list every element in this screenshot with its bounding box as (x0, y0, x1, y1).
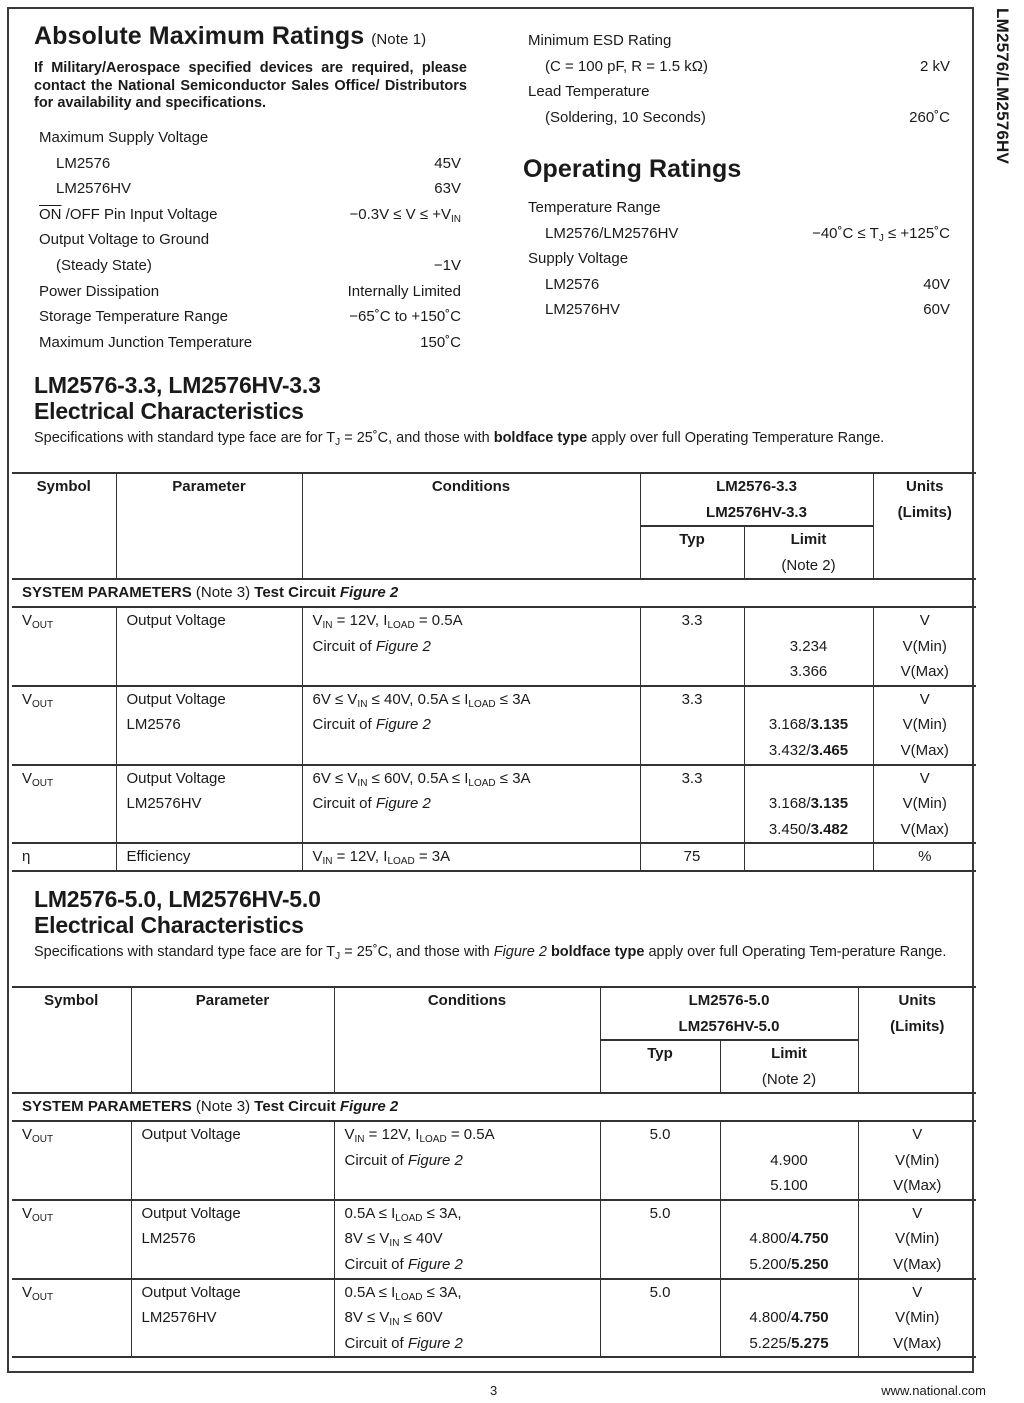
rating-label: Maximum Supply Voltage (39, 129, 209, 146)
cell-typ: 3.3 (640, 607, 744, 686)
rating-label: (C = 100 pF, R = 1.5 kΩ) (545, 57, 708, 75)
ec50-heading (34, 886, 321, 938)
cell-units: V V(Min) V(Max) (858, 1279, 976, 1358)
side-title (984, 8, 1024, 208)
cell-units: V V(Min) V(Max) (873, 765, 976, 844)
cell-parameter: Output Voltage (131, 1121, 334, 1200)
col-header-units: Units (Limits) (858, 987, 976, 1093)
electrical-characteristics-table (12, 986, 976, 1358)
rating-value: 45V (434, 154, 461, 172)
table-row (12, 843, 976, 871)
cell-typ: 5.0 (600, 1279, 720, 1358)
rating-row (528, 105, 950, 131)
rating-row (39, 151, 461, 177)
rating-label: Lead Temperature (528, 83, 650, 101)
ec33-title-line1: LM2576-3.3, LM2576HV-3.3 (34, 372, 321, 398)
cell-limit: 4.800/4.750 5.225/5.275 (720, 1279, 858, 1358)
col-header-units: Units (Limits) (873, 473, 976, 579)
cell-symbol: $V_{OUT}$ (12, 686, 116, 765)
cell-symbol: $V_{OUT}$ (12, 607, 116, 686)
abs-max-heading (34, 22, 426, 51)
rating-label: Storage Temperature Range (39, 308, 229, 326)
rating-label: LM2576HV (56, 180, 132, 198)
rating-row (39, 304, 461, 330)
abs-max-note: (Note 1) (371, 31, 427, 48)
col-header-limit: Limit (Note 2) (744, 526, 873, 579)
header-row (12, 987, 976, 1040)
military-warning: If Military/Aerospace specified devices are required, please contact the National Semiconductor Sales Office/ Distributors for availability and specifications. (34, 60, 467, 111)
rating-label: LM2576 (545, 275, 600, 293)
abs-max-title: Absolute Maximum Ratings (34, 22, 365, 50)
cell-limit: 4.900 5.100 (720, 1121, 858, 1200)
cell-parameter: Output Voltage (116, 607, 302, 686)
rating-value: $-0.3V \le V \le +V_{IN}$ (349, 205, 461, 225)
rating-row (528, 272, 950, 298)
col-header-conditions: Conditions (302, 473, 640, 579)
rating-label: (Steady State) (56, 257, 152, 274)
cell-symbol: $V_{OUT}$ (12, 1121, 131, 1200)
section-row (12, 579, 976, 607)
rating-value: −1V (433, 257, 461, 274)
table-row (12, 1121, 976, 1200)
cell-conditions: $0.5A \le I_{LOAD} \le 3A$, $8V \le V_{IN} \le 60V$ Circuit of Figure 2 (334, 1279, 600, 1358)
rating-label: Power Dissipation (39, 282, 160, 300)
cell-typ: 3.3 (640, 765, 744, 844)
rating-row (39, 330, 461, 356)
rating-label: Supply Voltage (528, 250, 629, 268)
cell-units: V V(Min) V(Max) (858, 1200, 976, 1279)
table-row (12, 607, 976, 686)
col-header-parameter: Parameter (131, 987, 334, 1093)
rating-label: LM2576HV (545, 301, 621, 319)
cell-parameter: Output Voltage LM2576 (131, 1200, 334, 1279)
electrical-characteristics-table (12, 472, 976, 872)
cell-conditions: $0.5A \le I_{LOAD} \le 3A$, $8V \le V_{IN} \le 40V$ Circuit of Figure 2 (334, 1200, 600, 1279)
ec50-title-line1: LM2576-5.0, LM2576HV-5.0 (34, 886, 321, 912)
ec33-heading (34, 372, 321, 424)
ec33-title-line2: Electrical Characteristics (34, 398, 304, 424)
ec50-title-line2: Electrical Characteristics (34, 912, 304, 938)
rating-row (528, 246, 950, 272)
rating-row (39, 176, 461, 202)
cell-limit: 3.168/3.135 3.432/3.465 (744, 686, 873, 765)
page-number: 3 (490, 1383, 498, 1398)
cell-conditions: $V_{IN} = 12V$, $I_{LOAD} = 0.5A$ Circuit of Figure 2 (334, 1121, 600, 1200)
cell-symbol: $V_{OUT}$ (12, 765, 116, 844)
cell-typ: 5.0 (600, 1121, 720, 1200)
section-label: SYSTEM PARAMETERS (Note 3) Test Circuit Figure 2 (12, 579, 976, 607)
cell-units: V V(Min) V(Max) (873, 686, 976, 765)
rating-value: 2 kV (919, 57, 950, 75)
cell-conditions: $V_{IN} = 12V$, $I_{LOAD} = 3A$ (302, 843, 640, 871)
table-row (12, 765, 976, 844)
col-header-device: LM2576-5.0 LM2576HV-5.0 (600, 987, 858, 1040)
cell-typ: 5.0 (600, 1200, 720, 1279)
col-header-parameter: Parameter (116, 473, 302, 579)
operating-heading (523, 155, 741, 184)
rating-row (39, 253, 461, 279)
col-header-limit: Limit (Note 2) (720, 1040, 858, 1093)
cell-limit (744, 843, 873, 871)
section-row (12, 1093, 976, 1121)
rating-row (528, 195, 950, 221)
table-row (12, 686, 976, 765)
cell-symbol: $V_{OUT}$ (12, 1200, 131, 1279)
cell-parameter: Output Voltage LM2576 (116, 686, 302, 765)
rating-label: LM2576/LM2576HV (545, 224, 679, 242)
cell-units: V V(Min) V(Max) (858, 1121, 976, 1200)
rating-label: Output Voltage to Ground (39, 231, 210, 249)
rating-value: −40˚C ≤ $T_J$ ≤ +125˚C (812, 224, 950, 244)
rating-label: Maximum Junction Temperature (39, 333, 253, 351)
cell-units: V V(Min) V(Max) (873, 607, 976, 686)
rating-label: $\overline{ON}$ /OFF Pin Input Voltage (39, 205, 218, 223)
table-row (12, 1279, 976, 1358)
footer-url[interactable]: www.national.com (881, 1383, 986, 1398)
col-header-symbol: Symbol (12, 473, 116, 579)
rating-label: LM2576 (56, 154, 111, 172)
rating-row (528, 221, 950, 247)
cell-symbol: $V_{OUT}$ (12, 1279, 131, 1358)
rating-label: (Soldering, 10 Seconds) (545, 108, 706, 126)
ec33-spec-note: Specifications with standard type face are for $T_J$ = 25˚C, and those with boldface type apply over full Operating Temperature Range. (34, 430, 885, 448)
rating-label: Temperature Range (528, 199, 661, 216)
cell-limit: 4.800/4.750 5.200/5.250 (720, 1200, 858, 1279)
rating-value: 150˚C (420, 333, 461, 351)
rating-value: 40V (923, 275, 950, 293)
cell-typ: 75 (640, 843, 744, 871)
cell-limit: 3.168/3.135 3.450/3.482 (744, 765, 873, 844)
cell-conditions: $6V \le V_{IN} \le 40V$, $0.5A \le I_{LOAD} \le 3A$ Circuit of Figure 2 (302, 686, 640, 765)
col-header-conditions: Conditions (334, 987, 600, 1093)
cell-parameter: Efficiency (116, 843, 302, 871)
rating-value: 260˚C (909, 108, 950, 126)
side-title-text: LM2576/LM2576HV (993, 8, 1012, 165)
table-row (12, 1200, 976, 1279)
col-header-symbol: Symbol (12, 987, 131, 1093)
operating-title: Operating Ratings (523, 155, 742, 183)
cell-parameter: Output Voltage LM2576HV (116, 765, 302, 844)
cell-limit: 3.234 3.366 (744, 607, 873, 686)
rating-row (39, 279, 461, 305)
rating-row (528, 54, 950, 80)
col-header-device: LM2576-3.3 LM2576HV-3.3 (640, 473, 873, 526)
rating-row (39, 125, 461, 151)
rating-value: 60V (923, 301, 950, 319)
rating-value: Internally Limited (347, 282, 461, 300)
rating-value: 63V (434, 180, 461, 198)
rating-row (528, 79, 950, 105)
rating-row (528, 28, 950, 54)
rating-value: −65˚C to +150˚C (349, 308, 461, 326)
cell-units: % (873, 843, 976, 871)
cell-symbol: η (12, 843, 116, 871)
cell-conditions: $6V \le V_{IN} \le 60V$, $0.5A \le I_{LOAD} \le 3A$ Circuit of Figure 2 (302, 765, 640, 844)
section-label: SYSTEM PARAMETERS (Note 3) Test Circuit Figure 2 (12, 1093, 976, 1121)
col-header-typ: Typ (640, 526, 744, 579)
cell-parameter: Output Voltage LM2576HV (131, 1279, 334, 1358)
rating-row (528, 297, 950, 323)
cell-typ: 3.3 (640, 686, 744, 765)
cell-conditions: $V_{IN} = 12V$, $I_{LOAD} = 0.5A$ Circuit of Figure 2 (302, 607, 640, 686)
rating-label: Minimum ESD Rating (528, 32, 672, 49)
rating-row (39, 202, 461, 228)
ec50-spec-note: Specifications with standard type face are for $T_J$ = 25˚C, and those with Figure 2 boldface type apply over full Operating Tem-perature Range. (34, 944, 947, 962)
col-header-typ: Typ (600, 1040, 720, 1093)
header-row (12, 473, 976, 526)
rating-row (39, 227, 461, 253)
